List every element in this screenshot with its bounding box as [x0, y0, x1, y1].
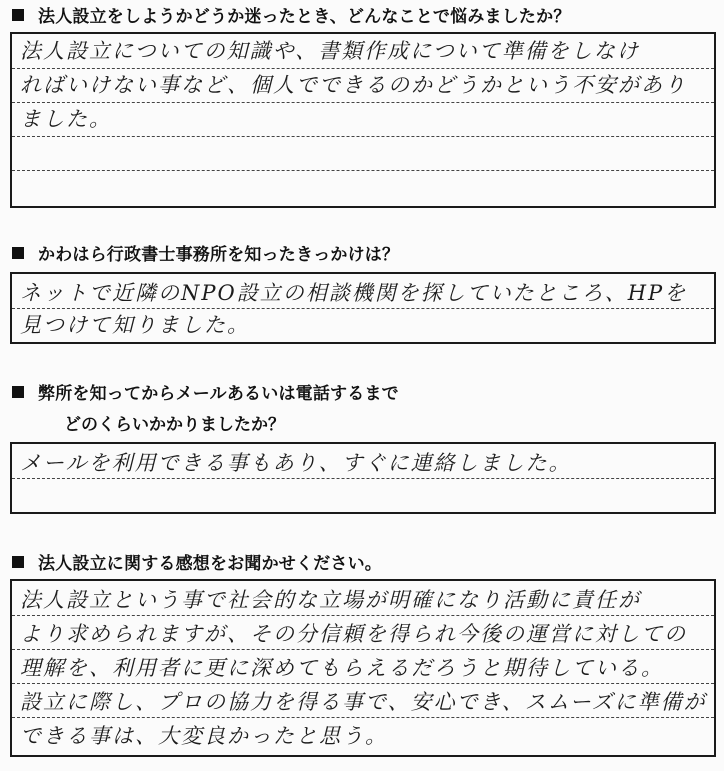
answer-4-line-2: より求められますが、その分信頼を得られ今後の運営に対しての	[20, 622, 687, 646]
question-1	[12, 6, 571, 28]
ruled-line	[12, 683, 714, 684]
ruled-line	[12, 717, 714, 718]
question-4-text: 法人設立に関する感想をお聞かせください。	[38, 554, 382, 574]
ruled-line	[12, 170, 714, 171]
question-1-text: 法人設立をしようかどうか迷ったとき、どんなことで悩みましたか？	[38, 7, 571, 27]
answer-4-line-5: できる事は、大変良かったと思う。	[20, 724, 388, 748]
ruled-line	[12, 649, 714, 650]
question-4	[12, 553, 382, 575]
ruled-line	[12, 615, 714, 616]
square-bullet-icon	[12, 556, 24, 568]
answer-1-line-1: 法人設立についての知識や、書類作成について準備をしなけ	[20, 39, 640, 63]
answer-4-line-1: 法人設立という事で社会的な立場が明確になり活動に責任が	[20, 588, 641, 612]
square-bullet-icon	[12, 247, 24, 259]
answer-box-1	[10, 32, 716, 208]
square-bullet-icon	[12, 9, 24, 21]
question-2-text: かわはら行政書士事務所を知ったきっかけは？	[38, 245, 400, 265]
answer-box-3	[10, 442, 716, 514]
question-3	[12, 383, 399, 405]
ruled-line	[12, 102, 714, 103]
ruled-line	[12, 68, 714, 69]
answer-4-line-3: 理解を、利用者に更に深めてもらえるだろうと期待している。	[20, 656, 664, 680]
question-3-text-line-2: どのくらいかかりましたか？	[64, 415, 285, 435]
answer-box-4	[10, 579, 716, 757]
answer-2-line-1: ネットで近隣のNPO設立の相談機関を探していたところ、HPを	[20, 281, 688, 305]
answer-4-line-4: 設立に際し、プロの協力を得る事で、安心でき、スムーズに準備が	[20, 690, 707, 714]
ruled-line	[12, 308, 714, 309]
ruled-line	[12, 478, 714, 479]
square-bullet-icon	[12, 386, 24, 398]
ruled-line	[12, 136, 714, 137]
answer-2-line-2: 見つけて知りました。	[20, 313, 250, 337]
question-3-text-line-1: 弊所を知ってからメールあるいは電話するまで	[38, 384, 399, 404]
answer-1-line-3: ました。	[20, 107, 112, 131]
question-2	[12, 244, 399, 266]
answer-box-2	[10, 272, 716, 344]
answer-1-line-2: ればいけない事など、個人でできるのかどうかという不安があり	[20, 73, 687, 97]
answer-3-line-1: メールを利用できる事もあり、すぐに連絡しました。	[20, 451, 572, 475]
